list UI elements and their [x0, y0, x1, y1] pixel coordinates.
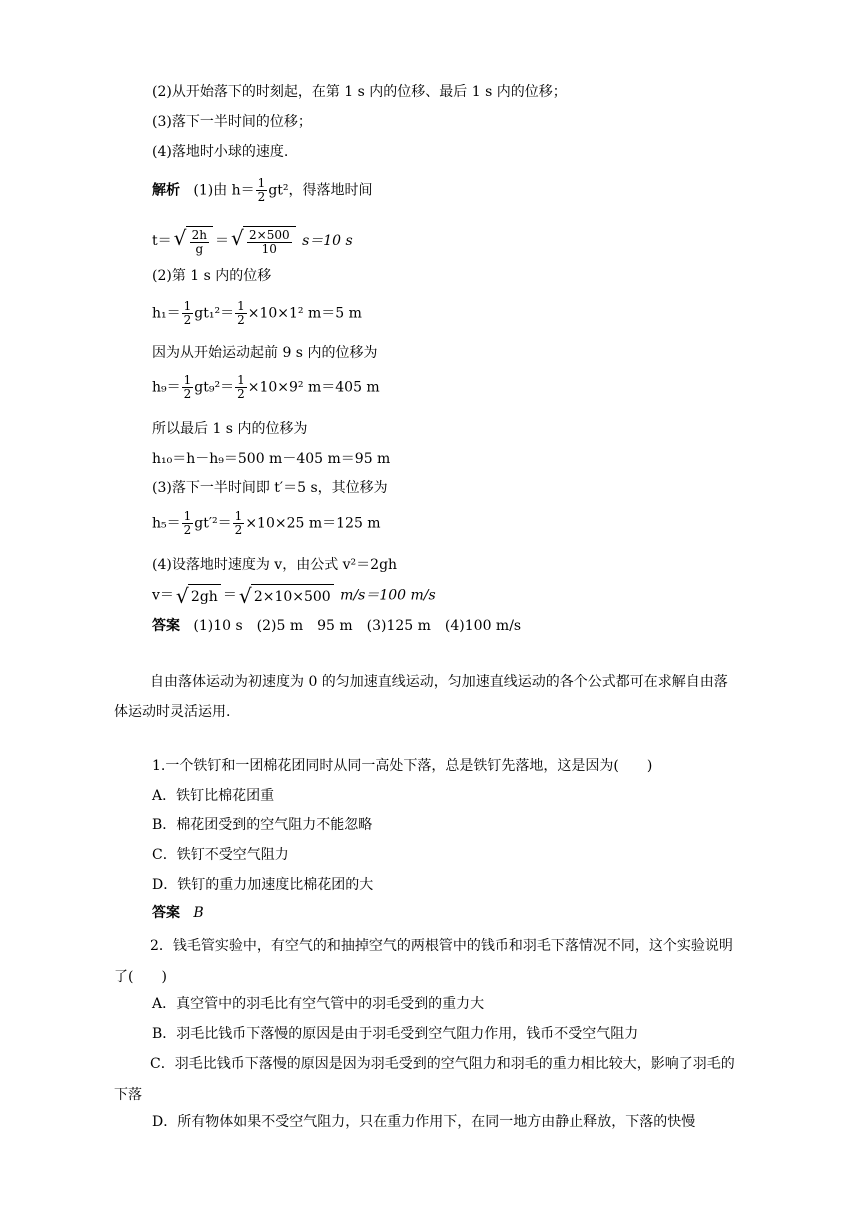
answer-label: 答案 — [152, 618, 180, 634]
problem-part-4: (4)落地时小球的速度. — [152, 144, 289, 160]
fraction: $\frac{1}{2}$ — [257, 176, 266, 204]
solution-step-3: (3)落下一半时间即 t′＝5 s，其位移为 — [152, 480, 388, 496]
nine-second-text: 因为从开始运动起前 9 s 内的位移为 — [152, 345, 378, 361]
q1-option-c: C．铁钉不受空气阻力 — [152, 847, 289, 863]
solution-step-1: 解析 (1)由 h＝ $\frac{1}{2}$ gt²，得落地时间 — [152, 176, 373, 204]
sqrt-2h-over-g: √ $\frac{2h}{g}$ — [174, 226, 213, 256]
solution-step-2: (2)第 1 s 内的位移 — [152, 268, 272, 284]
time-formula: t＝ √ $\frac{2h}{g}$ ＝ √ $\frac{2\times 500}{10}$ s＝10 s — [152, 226, 353, 256]
q2-option-d: D．所有物体如果不受空气阻力，只在重力作用下，在同一地方由静止释放，下落的快慢 — [152, 1114, 696, 1130]
sqrt-numeric: √ $\frac{2\times 500}{10}$ — [231, 226, 296, 256]
summary-paragraph: 自由落体运动为初速度为 0 的匀加速直线运动，匀加速直线运动的各个公式都可在求解自由落体运动时灵活运用. — [114, 674, 728, 720]
q1-option-a: A．铁钉比棉花团重 — [152, 788, 275, 804]
problem-part-2: (2)从开始落下的时刻起，在第 1 s 内的位移、最后 1 s 内的位移； — [152, 84, 567, 100]
q1-stem: 1.一个铁钉和一团棉花团同时从同一高处下落，总是铁钉先落地，这是因为( ) — [152, 758, 653, 774]
solution-answer: 答案 (1)10 s (2)5 m 95 m (3)125 m (4)100 m/s — [152, 618, 522, 634]
q2-stem: 2．钱毛管实验中，有空气的和抽掉空气的两根管中的钱币和羽毛下落情况不同，这个实验说明了( ) — [114, 938, 733, 985]
h1-formula: h₁＝ $\frac{1}{2}$ gt₁²＝ $\frac{1}{2}$ ×10×1² m＝5 m — [152, 299, 362, 327]
q1-option-d: D．铁钉的重力加速度比棉花团的大 — [152, 877, 374, 893]
q1-answer: 答案 B — [152, 905, 204, 921]
problem-part-3: (3)落下一半时间的位移； — [152, 114, 312, 130]
h10-formula: h₁₀＝h－h₉＝500 m－405 m＝95 m — [152, 451, 391, 467]
q2-option-a: A．真空管中的羽毛比有空气管中的羽毛受到的重力大 — [152, 996, 485, 1012]
q2-option-c: C．羽毛比钱币下落慢的原因是因为羽毛受到的空气阻力和羽毛的重力相比较大，影响了羽毛的下落 — [114, 1056, 735, 1103]
velocity-formula: v＝ √ 2gh ＝ √ 2×10×500 m/s＝100 m/s — [152, 584, 436, 608]
solution-label: 解析 — [152, 182, 180, 199]
last-second-text: 所以最后 1 s 内的位移为 — [152, 421, 308, 437]
h5-formula: h₅＝ $\frac{1}{2}$ gt′²＝ $\frac{1}{2}$ ×10×25 m＝125 m — [152, 509, 381, 537]
solution-step-4: (4)设落地时速度为 v，由公式 v²＝2gh — [152, 557, 398, 573]
q1-option-b: B．棉花团受到的空气阻力不能忽略 — [152, 817, 373, 833]
q2-option-b: B．羽毛比钱币下落慢的原因是由于羽毛受到空气阻力作用，钱币不受空气阻力 — [152, 1026, 639, 1042]
h9-formula: h₉＝ $\frac{1}{2}$ gt₉²＝ $\frac{1}{2}$ ×10×9² m＝405 m — [152, 373, 380, 401]
